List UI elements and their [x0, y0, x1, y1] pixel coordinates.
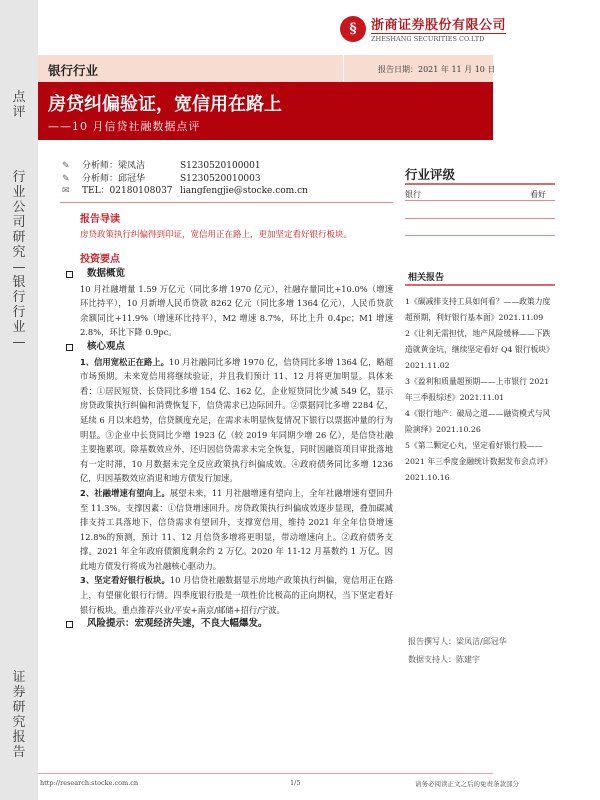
header-divider — [343, 55, 344, 82]
footer-url[interactable]: http://research.stocke.com.cn — [40, 779, 139, 787]
logo-mark-icon: § — [340, 16, 366, 42]
divider — [405, 218, 555, 219]
pen-icon: ✎ — [62, 173, 70, 184]
data-overview-text: 10 月社融增量 1.59 万亿元（同比多增 1970 亿元），社融存量同比+10.0%（增速环比持平），10 月新增人民币贷款 8262 亿元（同比多增 1364 亿元），人民币贷款余额同比+11.9%（增速环比持平），M2 增速 8.7%，环比上升 0.4pc；M1 增速 2.8%，环比下降 0.9pc。 — [80, 283, 393, 338]
rating-value: 看好 — [530, 190, 546, 199]
point-2: 2、社融增速有望向上。展望未来，11 月社融增速有望向上，全年社融增速有望回升至 11.3%。支撑因素：①信贷增速回升。房贷政策执行纠偏成效逐步显现，叠加碳减排支持工具落地下，信贷需求有望回升，支撑宽信用，维持 2021 年全年信贷增速 12.8%的预测，预计 11、12 月信贷多增将更明显，带动增速向上。②政府债务支撑。2021 年全年政府债额度剩余约 2 万亿。2020 年 11-12 月基数约 1 万亿。因此地方债发行将成为社融核心驱动力。 — [80, 487, 393, 571]
point-3: 3、坚定看好银行板块。10 月信贷社融数据显示房地产政策执行纠偏，宽信用正在路上，有望催化银行行情。四季度银行股是一项性价比极高的正向期权，当下坚定看好银行板块。重点推荐兴业/平安+南京/邮储+招行/宁波。 — [80, 575, 393, 615]
divider — [405, 200, 555, 201]
mail-icon: ✉ — [62, 186, 70, 196]
analyst-row: ✎ 分析师：邱冠华 S1230520010003 — [62, 173, 261, 184]
point-1: 1、信用宽松正在路上。10 月社融同比多增 1970 亿，信贷同比多增 1364 亿，略超市场预期。未来宽信用将继续验证，并且我们预计 11、12 月将更加明显。具体来看：①居民短贷、长贷同比多增 154 亿、162 亿，企业短贷同比少减 549 亿，显示房贷政策执行纠偏和消费恢复下，信贷需求已边际回升。②票据同比多增 2284 亿，延续 6 月以来趋势，信贷额度充足，在需求未明显恢复情况下银行以票据冲量的行为明显。③企业中长贷同比少增 1923 亿（较 2019 年同期少增 26 亿），是信贷社融主要拖累项。除基数效应外，还归因信贷需求未完全恢复，同时因融资项目审批落地有一定时滞，10 月数据未完全反应政策执行纠偏成效。④政府债务同比多增 1236 亿，归因基数效应消退和地方债发行加速。 — [80, 356, 393, 484]
sidebar-top-label: 点评 — [12, 90, 26, 120]
logo-cn: 浙商证券股份有限公司 — [371, 14, 506, 34]
related-report-item[interactable]: 1《碳减排支持工具如何看？——政策力度超预期，利好银行基本面》2021.11.09 — [405, 297, 551, 322]
sidebar-bottom-label: 证券研究报告 — [12, 670, 26, 760]
risk-warning: 风险提示：宏观经济失速，不良大幅爆发。 — [66, 617, 393, 632]
analyst-row: ✎ 分析师：梁凤洁 S1230520100001 — [62, 161, 261, 171]
related-heading: 相关报告 — [408, 273, 445, 283]
rating-heading: 行业评级 — [405, 167, 456, 182]
footer-disclaimer: 请务必阅读正文之后的免责条款部分 — [415, 780, 519, 788]
email-link[interactable]: liangfengjie@stocke.com.cn — [180, 186, 308, 196]
guide-text: 房贷政策执行纠偏得到印证，宽信用正在路上，更加坚定看好银行板块。 — [80, 230, 353, 240]
rating-sector: 银行 — [405, 190, 421, 199]
page-title: 房贷纠偏验证，宽信用在路上 — [48, 94, 282, 115]
points-heading: 投资要点 — [80, 254, 120, 265]
section-data-overview: 数据概览 — [66, 267, 393, 282]
sidebar-middle-label: 行业公司研究—银行行业— — [12, 170, 26, 350]
footer-divider — [38, 773, 493, 774]
report-date: 报告日期：2021 年 11 月 10 日 — [378, 65, 496, 74]
main-body — [80, 267, 393, 632]
checkbox-bullet-icon — [66, 271, 73, 278]
related-report-item[interactable]: 4《银行地产：破局之道——融资模式与风险演绎》2021.10.26 — [405, 409, 551, 434]
logo-en: ZHESHANG SECURITIES CO.LTD — [371, 35, 485, 43]
industry-label: 银行行业 — [48, 63, 99, 78]
report-authors: 报告撰写人：梁凤洁/邱冠华 — [408, 637, 507, 646]
left-sidebar — [0, 0, 38, 800]
page-subtitle: ——10 月信贷社融数据点评 — [48, 120, 201, 133]
guide-heading: 报告导读 — [80, 214, 120, 225]
divider — [405, 183, 555, 185]
contact-row: ✉ TEL：02180108037 liangfengjie@stocke.com.cn — [62, 186, 308, 196]
related-report-item[interactable]: 5《第二颗定心丸，坚定看好银行股——2021 年三季度金融统计数据发布会点评》2021.10.16 — [405, 441, 553, 482]
divider — [405, 235, 555, 236]
related-reports — [405, 294, 555, 486]
divider — [60, 202, 393, 203]
page-number: 1/5 — [290, 779, 301, 787]
divider — [405, 284, 555, 286]
checkbox-bullet-icon — [66, 344, 73, 351]
analyst-block — [62, 160, 308, 198]
checkbox-bullet-icon — [66, 621, 73, 628]
company-logo — [340, 14, 506, 43]
section-core-views: 核心观点 — [66, 340, 393, 355]
data-support: 数据支持人：陈建宇 — [408, 655, 480, 664]
related-report-item[interactable]: 2《让利无需担忧，地产风险缓释——下跌造就黄金坑，继续坚定看好 Q4 银行板块》2021.11.02 — [405, 329, 554, 370]
pen-icon: ✎ — [62, 161, 70, 171]
related-report-item[interactable]: 3《盈利和质量超预期——上市银行 2021 年三季报综述》2021.11.01 — [405, 377, 550, 402]
